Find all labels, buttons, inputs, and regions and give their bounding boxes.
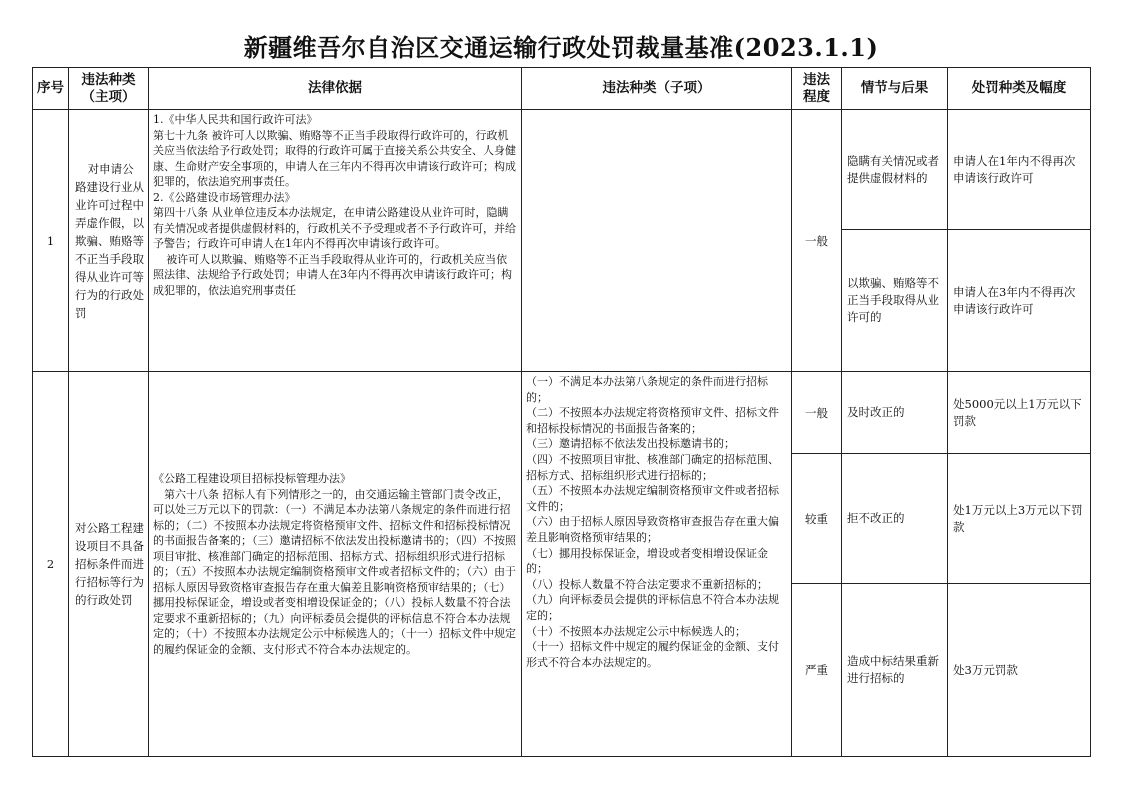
list-item: （六）由于招标人原因导致资格审查报告存在重大偏差且影响资格预审结果的； [526,515,779,544]
row2-seq: 2 [33,372,69,757]
row2-sub-items [522,372,792,757]
row1-main-type: 对申请公路建设行业从业许可过程中弄虚作假，以欺骗、贿赂等不正当手段取得从业许可等行为的行政处罚 [69,110,149,372]
list-item: （一）不满足本办法第八条规定的条件而进行招标的； [526,375,768,404]
row1-situation-2: 以欺骗、贿赂等不正当手段取得从业许可的 [842,230,948,372]
row1-law-title-2: 2.《公路建设市场管理办法》 [153,190,296,204]
row1-legal-basis [149,110,522,372]
row1-situation-1: 隐瞒有关情况或者提供虚假材料的 [842,110,948,230]
row2-law-article-68: 第六十八条 招标人有下列情形之一的，由交通运输主管部门责令改正，可以处三万元以下的罚款：（一）不满足本办法第八条规定的条件而进行招标的；（二）不按照本办法规定将资格预审文件、招标文件和招标投标情况的书面报告备案的；（三）邀请招标不依法发出投标邀请书的；（四）不按照项目审批、核准部门确定的招标范围、招标方式、招标组织形式进行招标的；（五）不按照本办法规定编制资格预审文件或者招标文件的；（六）由于招标人原因导致资格审查报告存在重大偏差且影响资格预审结果的；（七）挪用投标保证金，增设或者变相增设保证金的；（八）投标人数量不符合法定要求不重新招标的；（九）向评标委员会提供的评标信息不符合本办法规定的；（十）不按照本办法规定公示中标候选人的；（十一）招标文件中规定的履约保证金的金额、支付形式不符合本办法规定的。 [153,487,516,656]
list-item: （五）不按照本办法规定编制资格预审文件或者招标文件的； [526,484,779,513]
header-punishment: 处罚种类及幅度 [948,68,1091,110]
row2-situation-1: 及时改正的 [842,372,948,454]
row1-law-article-48-p2: 被许可人以欺骗、贿赂等不正当手段取得从业许可的，行政机关应当依照法律、法规给予行政处罚；申请人在3年内不得再次申请该行政许可；构成犯罪的，依法追究刑事责任 [153,252,512,297]
row1-level: 一般 [792,110,842,372]
header-seq: 序号 [33,68,69,110]
row2-punishment-2: 处1万元以上3万元以下罚款 [948,454,1091,584]
header-level [792,68,842,110]
row2-situation-3: 造成中标结果重新进行招标的 [842,584,948,757]
header-sub-type: 违法种类（子项） [522,68,792,110]
header-level-line1: 违法 [803,71,830,88]
header-level-line2: 程度 [803,88,830,105]
row2-level-3: 严重 [792,584,842,757]
row2-level-1: 一般 [792,372,842,454]
row2-legal-basis [149,372,522,757]
header-main-type-line2: （主项） [81,88,136,105]
row1-punishment-2: 申请人在3年内不得再次申请该行政许可 [948,230,1091,372]
list-item: （三）邀请招标不依法发出投标邀请书的； [526,437,735,451]
row1-punishment-1: 申请人在1年内不得再次申请该行政许可 [948,110,1091,230]
list-item: （九）向评标委员会提供的评标信息不符合本办法规定的； [526,593,779,622]
row2-level-2: 较重 [792,454,842,584]
penalty-table [32,67,1091,757]
list-item: （十一）招标文件中规定的履约保证金的金额、支付形式不符合本办法规定的。 [526,640,779,669]
row2-main-type: 对公路工程建设项目不具备招标条件而进行招标等行为的行政处罚 [69,372,149,757]
list-item: （八）投标人数量不符合法定要求不重新招标的； [526,577,768,591]
table-row-1a [33,110,1091,230]
row2-punishment-3: 处3万元罚款 [948,584,1091,757]
header-situation: 情节与后果 [842,68,948,110]
row2-law-title: 《公路工程建设项目招标投标管理办法》 [153,472,351,485]
header-row [33,68,1091,110]
row1-law-article-79: 第七十九条 被许可人以欺骗、贿赂等不正当手段取得行政许可的，行政机关应当依法给予行政处罚；取得的行政许可属于直接关系公共安全、人身健康、生命财产安全事项的，申请人在三年内不得再次申请该行政许可；构成犯罪的，依法追究刑事责任。 [153,128,516,188]
row2-situation-2: 拒不改正的 [842,454,948,584]
header-main-type-line1: 违法种类 [81,71,136,88]
row1-law-article-48: 第四十八条 从业单位违反本办法规定，在申请公路建设从业许可时，隐瞒有关情况或者提供虚假材料的，行政机关不予受理或者不予行政许可，并给予警告；行政许可申请人在1年内不得再次申请该行政许可。 [153,206,516,250]
page-title: 新疆维吾尔自治区交通运输行政处罚裁量基准(2023.1.1) [243,33,879,62]
header-main-type [69,68,149,110]
list-item: （二）不按照本办法规定将资格预审文件、招标文件和招标投标情况的书面报告备案的； [526,406,779,435]
row1-sub-type [522,110,792,372]
table-row-2a [33,372,1091,454]
header-legal-basis: 法律依据 [149,68,522,110]
list-item: （十）不按照本办法规定公示中标候选人的； [526,624,746,638]
row1-law-title-1: 1.《中华人民共和国行政许可法》 [153,113,318,126]
list-item: （四）不按照项目审批、核准部门确定的招标范围、招标方式、招标组织形式进行招标的； [526,452,779,482]
row1-seq: 1 [33,110,69,372]
list-item: （七）挪用投标保证金，增设或者变相增设保证金的； [526,546,768,576]
row2-punishment-1: 处5000元以上1万元以下罚款 [948,372,1091,454]
